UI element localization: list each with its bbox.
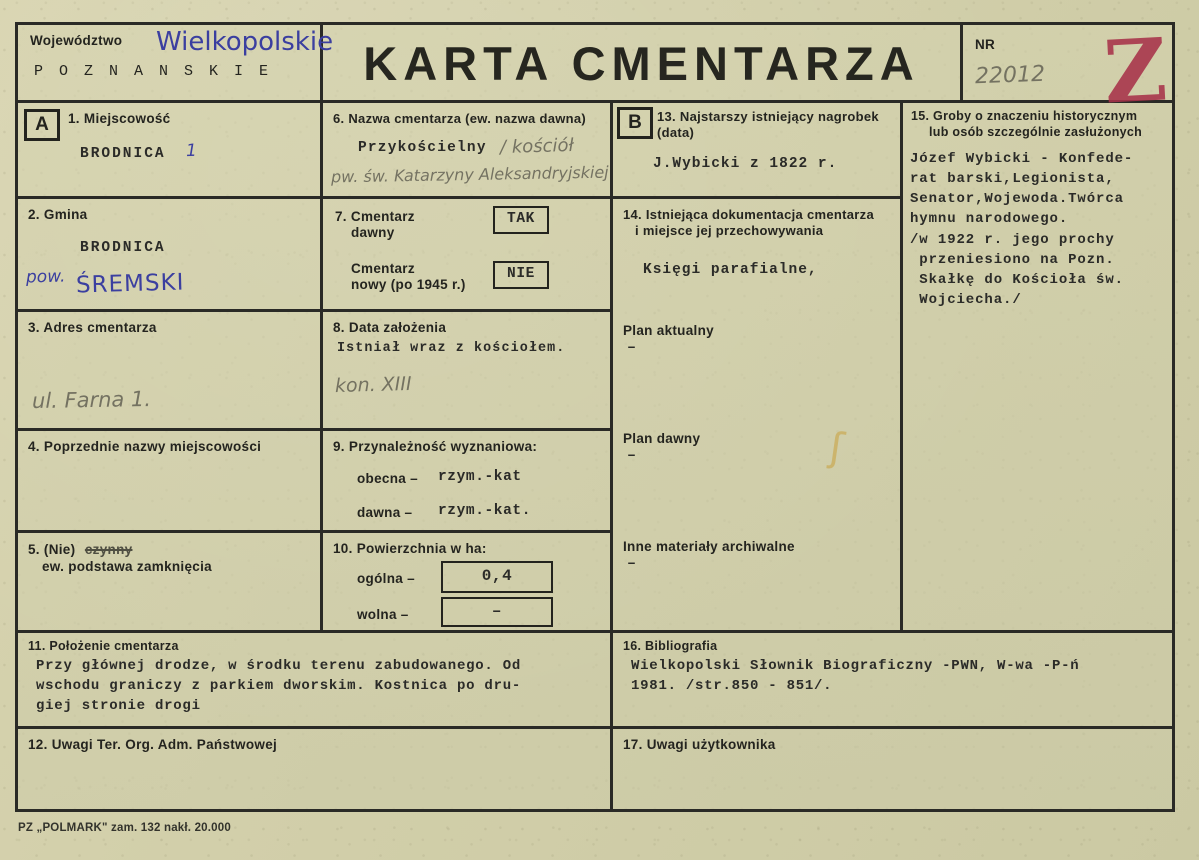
field-7-label-new-line2: nowy (po 1945 r.) [351, 277, 466, 292]
field-8-value: Istniał wraz z kościołem. [337, 341, 566, 356]
field-7-label-new-line1: Cmentarz [351, 261, 415, 276]
cemetery-record-card [15, 19, 1175, 812]
field-14-label-line1: 14. Istniejąca dokumentacja cmentarza [623, 207, 874, 222]
field-8-label: 8. Data założenia [333, 320, 447, 335]
field-14-plan-current-value: – [627, 339, 637, 356]
field-9-label: 9. Przynależność wyznaniowa: [333, 439, 538, 454]
field-3-cell [18, 312, 323, 431]
field-10-total-area-box[interactable]: 0,4 [441, 561, 553, 593]
field-5-label-prefix: 5. (Nie) [28, 542, 76, 557]
field-8-handwritten-value: kon. XIII [334, 372, 412, 398]
field-6-label: 6. Nazwa cmentarza (ew. nazwa dawna) [333, 111, 587, 126]
field-7-label-old-line1: 7. Cmentarz [335, 209, 415, 224]
field-5-label-suffix: ew. podstawa zamknięcia [42, 559, 212, 574]
voivodeship-printed-value: P O Z N A N S K I E [34, 63, 272, 80]
field-13-cell [613, 103, 903, 199]
field-6-handwritten-patron: pw. św. Katarzyny Aleksandryjskiej [330, 162, 609, 187]
field-6-value: Przykościelny [358, 140, 487, 156]
section-b-marker: B [617, 107, 653, 139]
field-10-row1-label: ogólna – [357, 571, 415, 586]
field-10-row2-label: wolna – [357, 607, 409, 622]
field-13-label-line1: 13. Najstarszy istniejący nagrobek [657, 109, 879, 124]
field-6-handwritten-value: / kościół [499, 134, 574, 159]
field-14-plan-current-label: Plan aktualny [623, 323, 714, 338]
yellow-pencil-mark: ʃ [826, 424, 847, 472]
field-15-line-8: Wojciecha./ [910, 292, 1022, 309]
header-voivodeship-cell [18, 25, 334, 103]
field-5-label-struck: czynny [84, 542, 133, 557]
z-stamp: Z [1101, 19, 1170, 124]
field-14-other-label: Inne materiały archiwalne [623, 539, 795, 554]
nr-value: 22012 [974, 61, 1046, 90]
field-11-cell [18, 633, 613, 729]
field-15-line-1: Józef Wybicki - Konfede- [910, 151, 1134, 167]
field-9-row1-label: obecna – [357, 471, 418, 486]
field-7-cell [323, 199, 613, 312]
field-4-label: 4. Poprzednie nazwy miejscowości [28, 439, 262, 454]
field-12-label: 12. Uwagi Ter. Org. Adm. Państwowej [28, 737, 278, 752]
field-14-label-line2: i miejsce jej przechowywania [635, 223, 824, 238]
field-15-label-line2: lub osób szczególnie zasłużonych [929, 125, 1143, 139]
field-9-cell [323, 431, 613, 533]
voivodeship-label: Województwo [30, 33, 123, 48]
page-title: KARTA CMENTARZA [363, 37, 920, 90]
field-11-line-2: wschodu graniczy z parkiem dworskim. Kostnica po dru- [36, 677, 522, 694]
field-14-other-value: – [627, 555, 637, 572]
field-17-label: 17. Uwagi użytkownika [623, 737, 776, 752]
header-title-cell [323, 25, 963, 103]
field-2-handwritten-value: ŚREMSKI [75, 269, 185, 299]
field-5-cell [18, 533, 323, 633]
field-15-line-5: /w 1922 r. jego prochy [910, 231, 1115, 248]
field-12-cell [18, 729, 613, 809]
field-3-label: 3. Adres cmentarza [28, 320, 157, 335]
field-2-handwritten-prefix: pow. [25, 266, 66, 288]
field-4-cell [18, 431, 323, 533]
field-16-cell [613, 633, 1175, 729]
field-9-row1-value: rzym.-kat [438, 469, 522, 485]
field-9-row2-label: dawna – [357, 505, 413, 520]
field-9-row2-value: rzym.-kat. [438, 503, 532, 519]
field-1-cell [18, 103, 323, 199]
field-15-line-2: rat barski,Legionista, [910, 171, 1115, 188]
field-17-cell [613, 729, 1175, 809]
voivodeship-handwritten-value: Wielkopolskie [156, 27, 334, 57]
field-15-cell [903, 103, 1175, 633]
field-14-value: Księgi parafialne, [643, 262, 818, 278]
field-15-line-6: przeniesiono na Pozn. [910, 251, 1115, 268]
field-2-label: 2. Gmina [28, 207, 88, 222]
field-1-value: BRODNICA [80, 146, 166, 162]
field-15-line-7: Skałkę do Kościoła św. [910, 271, 1124, 288]
field-11-line-1: Przy głównej drodze, w środku terenu zabudowanego. Od [36, 658, 522, 674]
field-14-cell [613, 199, 903, 633]
field-14-plan-old-value: – [627, 447, 637, 464]
field-16-label: 16. Bibliografia [623, 639, 718, 653]
field-1-label: 1. Miejscowość [68, 111, 171, 126]
field-15-line-3: Senator,Wojewoda.Twórca [910, 191, 1124, 208]
field-13-label-line2: (data) [657, 125, 695, 140]
field-13-value: J.Wybicki z 1822 r. [653, 156, 838, 172]
field-15-line-4: hymnu narodowego. [910, 211, 1069, 228]
print-footer: PZ „POLMARK" zam. 132 nakł. 20.000 [18, 822, 231, 834]
field-7-old-value-box[interactable]: TAK [493, 206, 549, 234]
field-2-cell [18, 199, 323, 312]
field-14-plan-old-label: Plan dawny [623, 431, 701, 446]
field-15-label-line1: 15. Groby o znaczeniu historycznym [911, 109, 1138, 123]
field-11-label: 11. Położenie cmentarza [28, 639, 179, 653]
field-6-cell [323, 103, 613, 199]
field-11-line-3: giej stronie drogi [36, 697, 201, 714]
field-10-free-area-box[interactable]: – [441, 597, 553, 627]
field-16-line-1: Wielkopolski Słownik Biograficzny -PWN, W-wa -P-ń [631, 658, 1080, 674]
field-2-value: BRODNICA [80, 240, 166, 256]
field-16-line-2: 1981. /str.850 - 851/. [631, 677, 833, 694]
field-3-handwritten-value: ul. Farna 1. [31, 386, 152, 414]
field-7-new-value-box[interactable]: NIE [493, 261, 549, 289]
field-7-label-old-line2: dawny [351, 225, 395, 240]
section-a-marker: A [24, 109, 60, 141]
nr-label: NR [975, 37, 996, 52]
field-10-label: 10. Powierzchnia w ha: [333, 541, 487, 556]
field-8-cell [323, 312, 613, 431]
field-1-handwritten-suffix: 1 [185, 140, 198, 162]
field-10-cell [323, 533, 613, 633]
